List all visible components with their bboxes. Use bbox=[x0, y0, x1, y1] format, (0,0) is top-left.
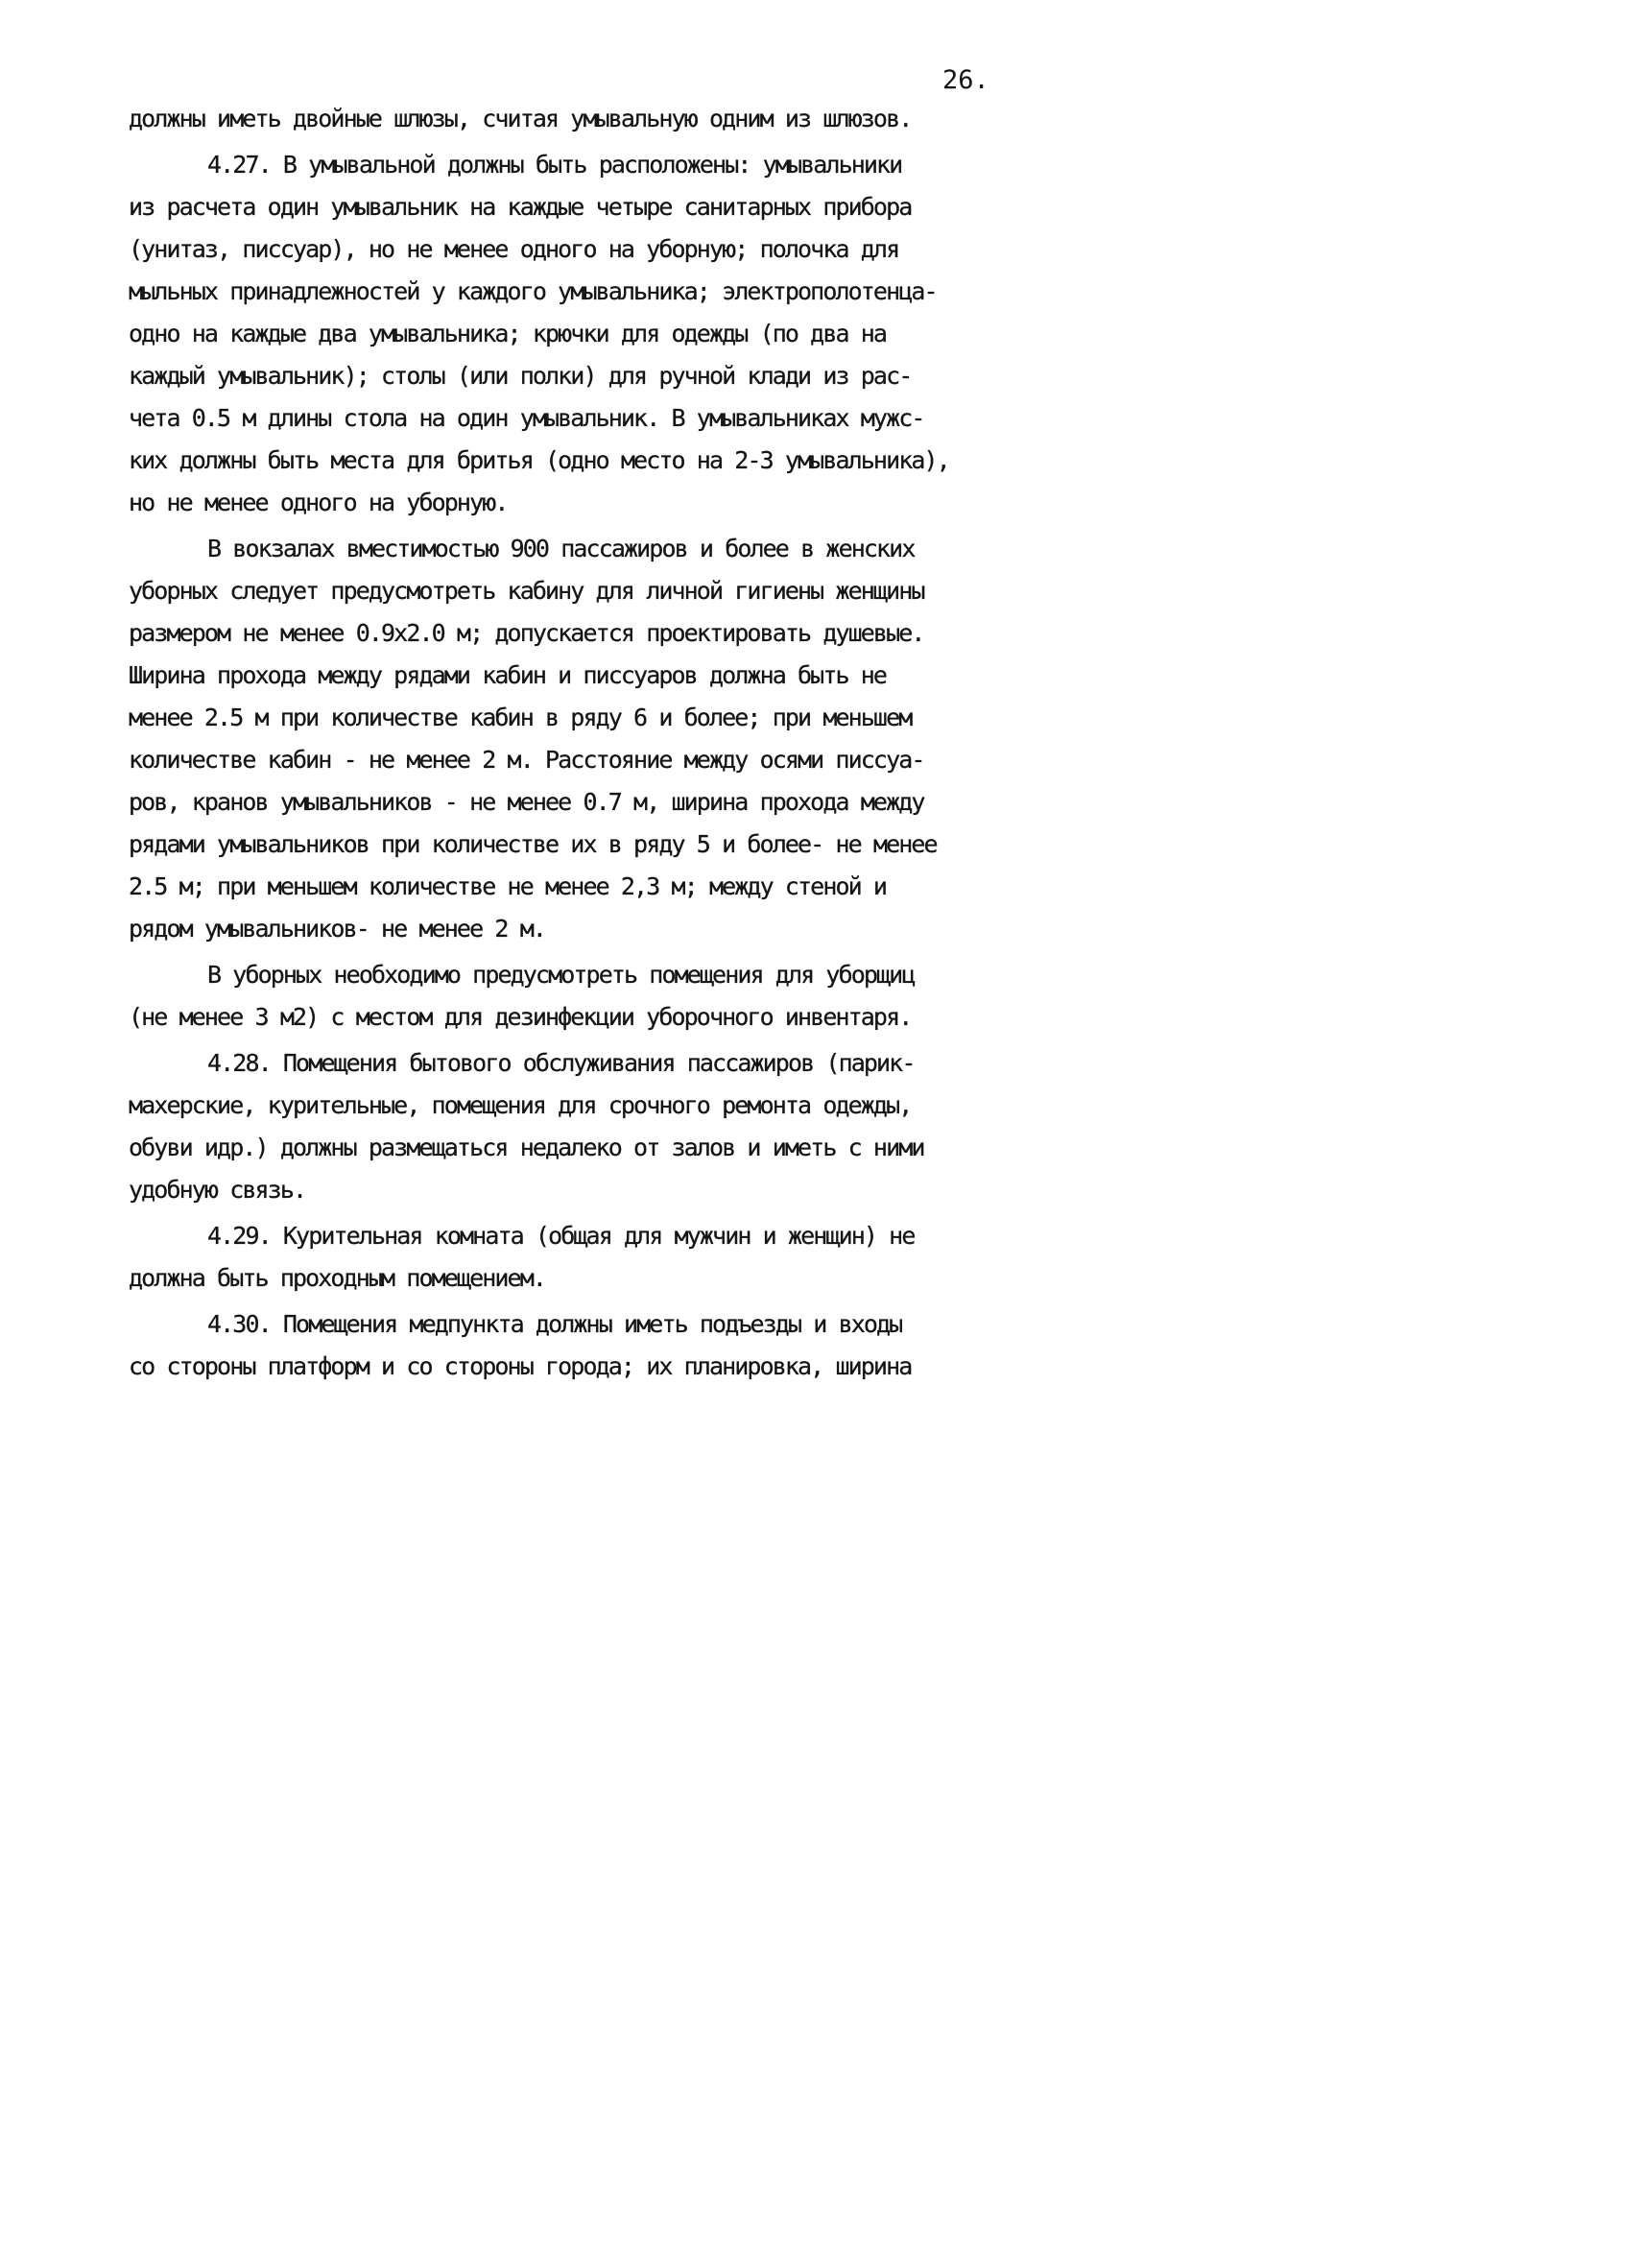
text-line: (не менее 3 м2) с местом для дезинфекции уборочного инвентаря. bbox=[129, 1003, 912, 1031]
text-line: из расчета один умывальник на каждые четыре санитарных прибора bbox=[129, 193, 912, 221]
text-line: мыльных принадлежностей у каждого умывальника; электрополотенца- bbox=[129, 277, 937, 305]
body-text bbox=[129, 98, 992, 1388]
text-line: 2.5 м; при меньшем количестве не менее 2,3 м; между стеной и bbox=[129, 872, 887, 900]
text-line: но не менее одного на уборную. bbox=[129, 489, 508, 516]
text-line: чета 0.5 м длины стола на один умывальник. В умывальниках мужс- bbox=[129, 404, 924, 432]
document-page bbox=[0, 0, 1096, 1512]
text-line: количестве кабин - не менее 2 м. Расстояние между осями писсуа- bbox=[129, 746, 924, 774]
text-line: рядом умывальников- не менее 2 м. bbox=[129, 915, 545, 943]
paragraph-first-line: 4.30. Помещения медпункта должны иметь подъезды и входы bbox=[207, 1310, 902, 1338]
text-line: одно на каждые два умывальника; крючки для одежды (по два на bbox=[129, 320, 887, 347]
page-number: 26. bbox=[942, 65, 989, 95]
text-line: менее 2.5 м при количестве кабин в ряду 6 и более; при меньшем bbox=[129, 704, 912, 731]
text-line: должна быть проходным помещением. bbox=[129, 1264, 545, 1292]
text-line: ких должны быть места для бритья (одно место на 2-3 умывальника), bbox=[129, 446, 949, 474]
text-line: обуви идр.) должны размещаться недалеко от залов и иметь с ними bbox=[129, 1134, 924, 1161]
paragraph-first-line: 4.27. В умывальной должны быть расположены: умывальники bbox=[207, 151, 902, 179]
text-line: размером не менее 0.9х2.0 м; допускается проектировать душевые. bbox=[129, 619, 924, 647]
text-line: Ширина прохода между рядами кабин и писсуаров должна быть не bbox=[129, 661, 887, 689]
text-line: (унитаз, писсуар), но не менее одного на уборную; полочка для bbox=[129, 235, 899, 263]
text-line: уборных следует предусмотреть кабину для личной гигиены женщины bbox=[129, 577, 924, 605]
text-line: со стороны платформ и со стороны города; их планировка, ширина bbox=[129, 1352, 912, 1380]
text-line: должны иметь двойные шлюзы, считая умывальную одним из шлюзов. bbox=[129, 105, 912, 132]
text-line: ров, кранов умывальников - не менее 0.7 м, ширина прохода между bbox=[129, 788, 924, 816]
paragraph-first-line: 4.28. Помещения бытового обслуживания пассажиров (парик- bbox=[207, 1049, 915, 1077]
text-line: удобную связь. bbox=[129, 1176, 306, 1204]
text-line: рядами умывальников при количестве их в ряду 5 и более- не менее bbox=[129, 830, 937, 858]
paragraph-first-line: 4.29. Курительная комната (общая для мужчин и женщин) не bbox=[207, 1222, 915, 1250]
text-line: махерские, курительные, помещения для срочного ремонта одежды, bbox=[129, 1091, 912, 1119]
paragraph-first-line: В вокзалах вместимостью 900 пассажиров и более в женских bbox=[207, 535, 915, 562]
text-line: каждый умывальник); столы (или полки) для ручной клади из рас- bbox=[129, 362, 912, 390]
paragraph-first-line: В уборных необходимо предусмотреть помещения для уборщиц bbox=[207, 961, 915, 989]
